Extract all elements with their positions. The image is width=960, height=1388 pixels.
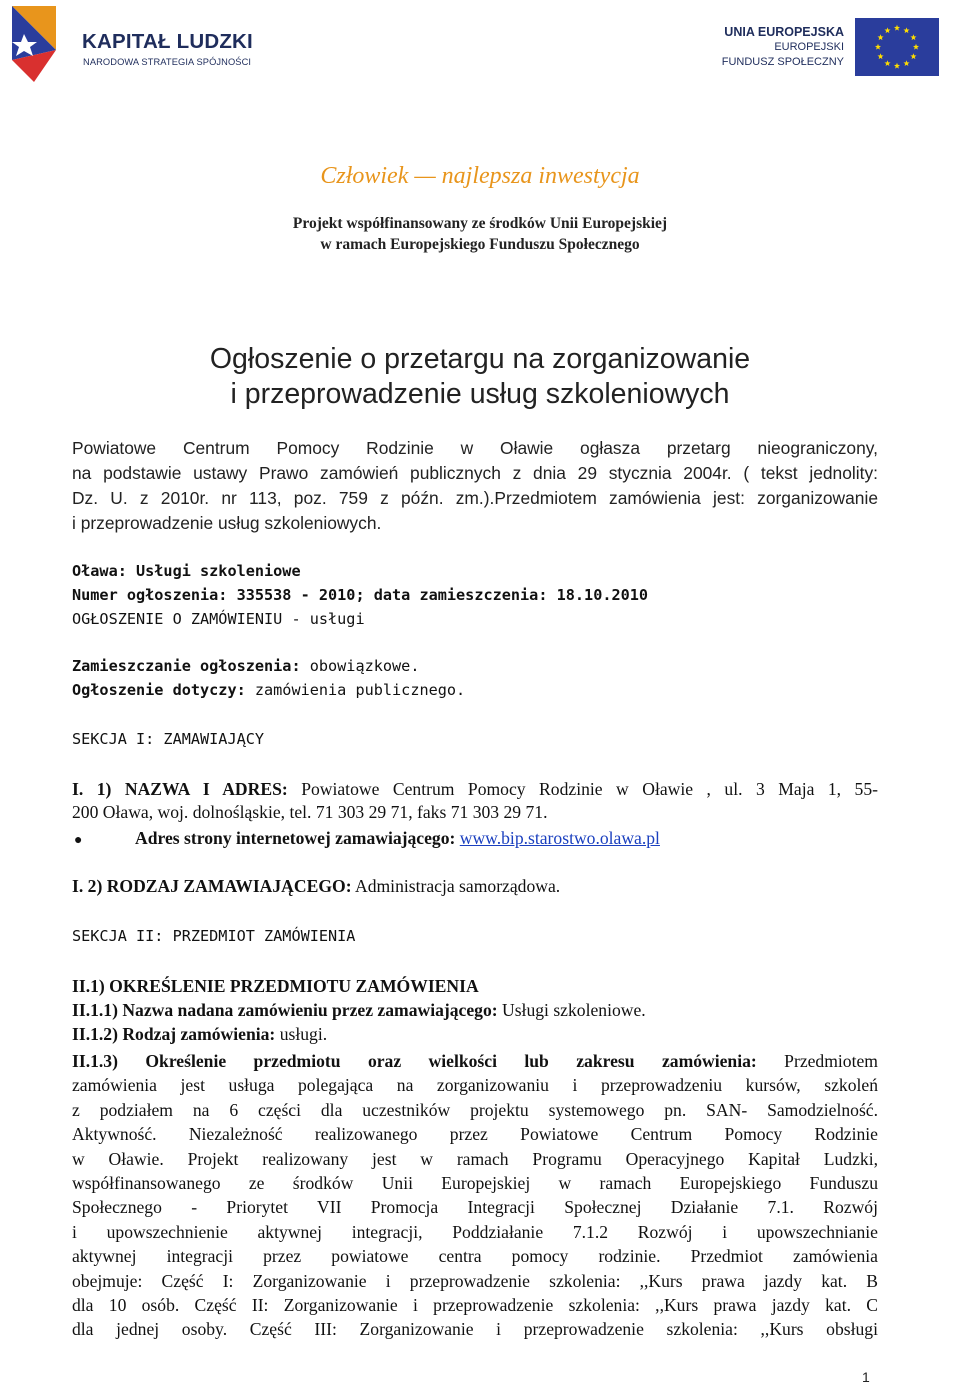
section-1-heading: SEKCJA I: ZAMAWIAJĄCY <box>72 730 265 748</box>
cofinancing-note <box>0 213 960 255</box>
title-line-2: i przeprowadzenie usług szkoleniowych <box>230 378 730 410</box>
intro-paragraph <box>72 436 878 536</box>
s2-1-1-value: Usługi szkoleniowe. <box>497 1000 646 1020</box>
notice-posting-label: Zamieszczanie ogłoszenia: <box>72 657 301 675</box>
s2-1-heading: II.1) OKREŚLENIE PRZEDMIOTU ZAMÓWIENIA <box>72 976 479 996</box>
body-line: zamówienia jest usługa polegająca na zorganizowaniu i przeprowadzeniu kursów, szkoleń <box>72 1075 878 1096</box>
eu-flag-icon <box>855 18 939 76</box>
bullet-icon: ● <box>74 833 83 848</box>
intro-line: i przeprowadzenie usług szkoleniowych. <box>72 513 382 533</box>
s2-1-3-first-line: II.1.3) Określenie przedmiotu oraz wielkości lub zakresu zamówienia: Przedmiotem <box>72 1051 878 1071</box>
s1-1-block <box>72 779 878 824</box>
body-line: dla 10 osób. Część II: Zorganizowanie i przeprowadzenie szkolenia: ,,Kurs prawa jazdy kat. C <box>72 1295 878 1316</box>
s2-1-1-label: II.1.1) Nazwa nadana zamówieniu przez zamawiającego: <box>72 1000 498 1020</box>
notice-place: Oława: Usługi szkoleniowe <box>72 562 301 580</box>
s1-1-web-label: Adres strony internetowej zamawiającego: <box>135 828 456 848</box>
notice-posting <box>72 657 419 675</box>
body-line: w Oławie. Projekt realizowany jest w ramach Programu Operacyjnego Kapitał Ludzki, <box>72 1148 878 1169</box>
s1-2-line <box>72 876 560 897</box>
body-line: obejmuje: Część I: Zorganizowanie i przeprowadzenie szkolenia: ,,Kurs prawa jazdy kat. B <box>72 1270 878 1291</box>
section-2-heading: SEKCJA II: PRZEDMIOT ZAMÓWIENIA <box>72 927 356 945</box>
s1-1-web <box>135 828 660 849</box>
body-line: z podziałem na 6 części dla uczestników projektu systemowego pn. SAN- Samodzielność. <box>72 1099 878 1120</box>
body-line: i upowszechnienie aktywnej integracji, Poddziałanie 7.1.2 Rozwój i upowszechnianie <box>72 1221 878 1242</box>
eu-logo-text <box>722 25 844 70</box>
s1-1-value: Powiatowe Centrum Pomocy Rodzinie w Oławie , ul. 3 Maja 1, 55- <box>287 779 879 799</box>
eu-line-1: UNIA EUROPEJSKA <box>724 25 844 39</box>
intro-line: Dz. U. z 2010r. nr 113, poz. 759 z późn. zm.).Przedmiotem zamówienia jest: zorganizowanie <box>72 488 878 508</box>
s1-1-web-link[interactable]: www.bip.starostwo.olawa.pl <box>459 828 660 848</box>
s1-1-line-2: 200 Oława, woj. dolnośląskie, tel. 71 303 29 71, faks 71 303 29 71. <box>72 802 548 822</box>
body-line: współfinansowanego ze środków Unii Europejskiej w ramach Europejskiego Funduszu <box>72 1173 878 1194</box>
cofinancing-line-2: w ramach Europejskiego Funduszu Społecznego <box>320 236 640 253</box>
body-line: Społecznego - Priorytet VII Promocja Integracji Społecznej Działanie 7.1. Rozwój <box>72 1197 878 1218</box>
notice-number: Numer ogłoszenia: 335538 - 2010; data zamieszczenia: 18.10.2010 <box>72 586 649 604</box>
intro-line: na podstawie ustawy Prawo zamówień publicznych z dnia 29 stycznia 2004r. ( tekst jednolity: <box>72 463 878 483</box>
notice-concerns-label: Ogłoszenie dotyczy: <box>72 681 246 699</box>
s2-1-3-paragraph <box>72 1049 878 1342</box>
s1-1-label: I. 1) NAZWA I ADRES: <box>72 779 288 799</box>
notice-type: OGŁOSZENIE O ZAMÓWIENIU - usługi <box>72 610 365 628</box>
s2-1-2-value: usługi. <box>275 1024 328 1044</box>
notice-posting-value: obowiązkowe. <box>300 657 420 675</box>
body-line: dla jednej osoby. Część III: Zorganizowanie i przeprowadzenie szkolenia: ,,Kurs obsługi <box>72 1319 878 1340</box>
s1-2-value: Administracja samorządowa. <box>351 876 561 896</box>
eu-line-2: EUROPEJSKI <box>774 41 844 53</box>
motto: Człowiek — najlepsza inwestycja <box>320 163 640 189</box>
kapital-ludzki-subtitle: NARODOWA STRATEGIA SPÓJNOŚCI <box>83 57 252 67</box>
document-title <box>0 342 960 412</box>
s2-1-2-line <box>72 1024 327 1045</box>
notice-concerns <box>72 681 465 699</box>
s1-2-label: I. 2) RODZAJ ZAMAWIAJĄCEGO: <box>72 876 352 896</box>
page-number: 1 <box>862 1369 870 1385</box>
s1-1-line-1 <box>72 779 878 800</box>
title-line-1: Ogłoszenie o przetargu na zorganizowanie <box>209 343 751 375</box>
notice-concerns-value: zamówienia publicznego. <box>245 681 466 699</box>
s2-1-1-line <box>72 1000 646 1021</box>
s2-1-3-label: II.1.3) Określenie przedmiotu oraz wielkości lub zakresu zamówienia: <box>72 1051 757 1071</box>
eu-line-3: FUNDUSZ SPOŁECZNY <box>721 56 844 68</box>
intro-line: Powiatowe Centrum Pomocy Rodzinie w Oławie ogłasza przetarg nieograniczony, <box>72 438 878 458</box>
kapital-ludzki-title: KAPITAŁ LUDZKI <box>82 30 253 53</box>
body-line: Aktywność. Niezależność realizowanego przez Powiatowe Centrum Pomocy Rodzinie <box>72 1124 878 1145</box>
body-line: aktywnej integracji przez powiatowe centra pomocy rodzinie. Przedmiot zamówienia <box>72 1246 878 1267</box>
kapital-ludzki-emblem <box>4 4 84 84</box>
cofinancing-line-1: Projekt współfinansowany ze środków Unii Europejskiej <box>292 215 668 232</box>
s2-1-2-label: II.1.2) Rodzaj zamówienia: <box>72 1024 276 1044</box>
